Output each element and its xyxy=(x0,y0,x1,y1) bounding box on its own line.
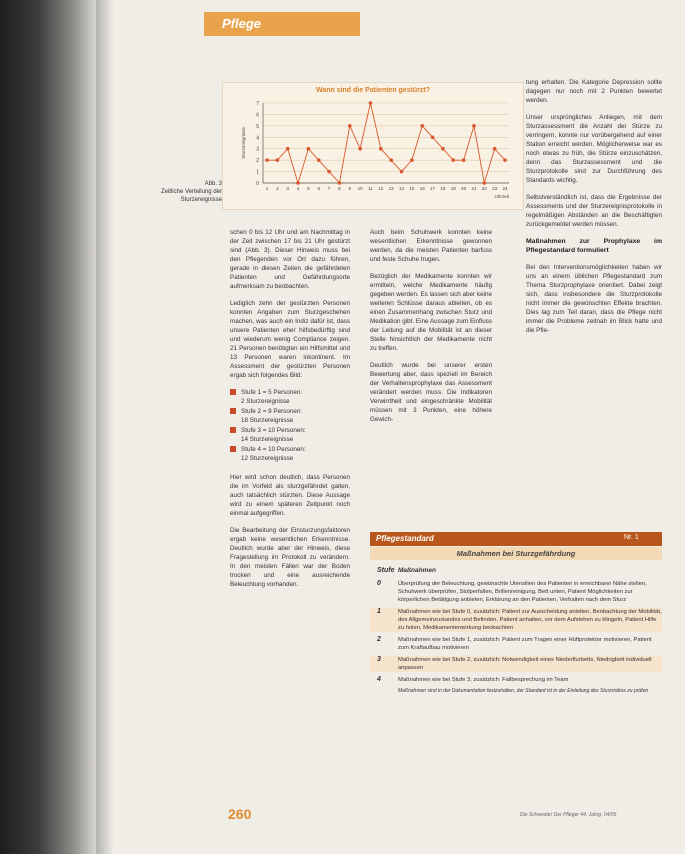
x-tick-label: 8 xyxy=(338,186,341,191)
column-header-massnahmen: Maßnahmen xyxy=(398,567,436,574)
paragraph: Hier wird schon deutlich, dass Personen die im Vorfeld als sturzgefährdet galten, auch tatsächlich stürzten. Diese Aussage wird zu einem späteren Zeitpunkt noch einmal aufgegriffen. xyxy=(230,474,350,517)
x-tick-label: 18 xyxy=(440,186,446,191)
y-tick-label: 7 xyxy=(256,101,259,107)
x-tick-label: 4 xyxy=(296,186,300,191)
paragraph: schen 0 bis 12 Uhr und am Nachmittag in der Zeit zwischen 17 bis 21 Uhr gestürzt sind (Abb. 3). Dieser Hinweis muss bei den Pflegenden vor Ort dazu führen, gerade in diesen Zeiten die gefährdeten Patienten und Gefährdungsorte aufmerksam zu beobachten. xyxy=(230,229,350,290)
list-item xyxy=(230,445,350,463)
x-tick-label: 13 xyxy=(388,186,394,191)
x-tick-label: 3 xyxy=(286,186,289,191)
x-tick-label: 12 xyxy=(378,186,384,191)
row-text: Maßnahmen wie bei Stufe 1, zusätzlich: Patient zum Tragen einer Hüftprotektor motivieren, Patient zum Kraftaufbau motivieren xyxy=(398,637,652,651)
paragraph: Auch beim Schuhwerk konnten keine wesentlichen Erkenntnisse gewonnen werden, da die meisten Patienten barfuss und feste Schuhe trugen. xyxy=(370,229,492,263)
data-point xyxy=(483,181,487,185)
standard-subtitle: Maßnahmen bei Sturzgefährdung xyxy=(456,549,576,558)
data-point xyxy=(493,147,497,151)
page-number: 260 xyxy=(228,806,252,822)
data-point xyxy=(431,135,435,139)
x-tick-label: 24 xyxy=(502,186,508,191)
paragraph: Selbstverständlich ist, dass die Ergebnisse der Assessments und der Sturzereignisprotokolle in regelmäßigen Abständen an die Beschäftigten zurückgemeldet werden müssen. xyxy=(526,194,662,228)
table-row xyxy=(370,636,662,652)
chart-title: Wann sind die Patienten gestürzt? xyxy=(315,87,431,94)
chart-plot xyxy=(223,83,523,209)
row-text: Maßnahmen wie bei Stufe 2, zusätzlich: Notwendigkeit eines Niederflurbetts, Niedrigbett individuell anpassen xyxy=(398,657,652,671)
row-text: Maßnahmen wie bei Stufe 3, zusätzlich: Fallbesprechung im Team xyxy=(398,677,569,683)
row-stufe: 0 xyxy=(377,580,381,587)
y-tick-label: 6 xyxy=(256,112,259,119)
paragraph: Bei den Interventionsmöglichkeiten haben wir uns an einem üblichen Pflegestandard zum Thema Sturzprophylaxe orientiert. Dabei zeigt sich, dass insbesondere die Sturzprotokolle nicht immer die gewünschten Effekte brachten. Dies lag zum Teil daran, dass die Pflege nicht immer die Probleme zeitnah im Blick hatte und die Pfle- xyxy=(526,264,662,334)
x-tick-label: 11 xyxy=(368,186,373,191)
paragraph: Bezüglich der Medikamente konnten wir ermitteln, welche Medikamente häufig gegeben werden. Es lassen sich aber keine weiteren Schlüsse daraus ableiten, ob es einen Zusammenhang zwischen Sturz und Medikation gibt. Eine Aussage zum Einfluss der Leitung auf die Mobilität ist an dieser Stelle hinsichtlich der Medikamente nicht zu treffen. xyxy=(370,273,492,352)
caption-label: Abb. 3 xyxy=(204,181,222,187)
list-item-sub: 18 Sturzereignisse xyxy=(241,417,294,424)
data-point xyxy=(348,124,352,128)
row-text: Maßnahmen wie bei Stufe 0, zusätzlich: Patient zur Ausscheidung anleiten, Beobachtung der Mobilität, des Allgemeinzustandes und Befinden, Patient anhalten, vor dem Aufstehen zu klingeln, Patient Hilfe zu holen, Medikamentenwirkung beobachten xyxy=(398,609,662,631)
standard-footnote: Maßnahmen sind in der Dokumentation festzuhalten, der Standard ist in der Einleitung des Sturzrisikos zu prüfen xyxy=(398,688,649,694)
row-stufe: 4 xyxy=(377,676,381,683)
table-row xyxy=(370,608,662,632)
data-point xyxy=(400,170,404,174)
list-item-label: Stufe 3 = 10 Personen: xyxy=(241,427,306,434)
x-tick-label: 20 xyxy=(461,186,467,191)
paragraph: Die Bearbeitung der Einsturzungsfaktoren ergab keine wesentlichen Erkenntnisse. Deutlich wurde aber der Hinweis, diese Fragestellung im Protokoll zu verändern. In den meisten Fällen war der Boden trocken und eine ausreichende Beleuchtung vorhanden. xyxy=(230,527,350,588)
data-point xyxy=(307,147,311,151)
data-point xyxy=(451,158,455,162)
data-point xyxy=(317,158,321,162)
paragraph: tung erhalten. Die Kategorie Depression sollte dagegen nur noch mit 2 Punkten bewertet werden. xyxy=(526,79,662,104)
x-tick-label: 2 xyxy=(276,186,279,191)
data-point xyxy=(338,181,342,185)
text-column-2 xyxy=(370,228,492,432)
y-tick-label: 1 xyxy=(256,169,259,176)
data-point xyxy=(503,158,507,162)
row-text: Überprüfung der Beleuchtung, gewünschte Utensilien des Patienten in erreichbarer Nähe stellen, Schuhwerk überprüfen, Stolperfallen, Brillenreinigung, Bett unten, Patient Möglichkeiten zur körperlichen Betätigung anbieten, Erklärung an den Patienten, Verhalten nach dem Sturz xyxy=(398,581,647,603)
data-point xyxy=(472,124,476,128)
data-point xyxy=(358,147,362,151)
data-point xyxy=(265,158,269,162)
y-tick-label: 2 xyxy=(256,158,259,165)
y-tick-label: 3 xyxy=(256,146,259,153)
text-column-3 xyxy=(526,78,662,343)
x-tick-label: 17 xyxy=(430,186,436,191)
gutter-shadow xyxy=(96,0,114,854)
x-tick-label: 16 xyxy=(419,186,425,191)
footer-source: Die Schwester Der Pfleger 44. Jahrg. 04/05 xyxy=(520,812,617,818)
x-axis-label: Uhrzeit xyxy=(494,194,509,199)
x-tick-label: 1 xyxy=(265,186,269,191)
x-tick-label: 19 xyxy=(450,186,456,191)
data-point xyxy=(379,147,383,151)
row-stufe: 3 xyxy=(377,656,381,663)
data-point xyxy=(420,124,424,128)
section-title: Pflege xyxy=(222,16,262,31)
list-item xyxy=(230,407,350,425)
y-axis-label: Sturzereignisse xyxy=(241,127,246,159)
data-point xyxy=(441,147,445,151)
x-tick-label: 7 xyxy=(327,186,331,191)
book-spine-shadow xyxy=(0,0,96,854)
caption-text: Zeitliche Verteilung der Sturzereignisse xyxy=(160,189,222,203)
list-item-sub: 12 Sturzereignisse xyxy=(241,455,294,462)
assessment-list xyxy=(230,388,350,463)
data-point xyxy=(327,170,331,174)
standard-table xyxy=(370,567,662,695)
text-column-1 xyxy=(230,228,350,597)
paragraph: Deutlich wurde bei unserer ersten Bewertung aber, dass speziell im Bereich der Verhaltensprophylaxe das Assessment verändert werden muss. Die Indikatoren Verwirrtheit und eingeschränkte Mobilität müssen mit 3 Punkten, eine höhere Gewich- xyxy=(370,362,492,423)
y-tick-label: 4 xyxy=(256,135,259,142)
x-tick-label: 14 xyxy=(398,186,405,191)
list-item-label: Stufe 1 = 5 Personen: xyxy=(241,389,303,396)
paragraph: Unser ursprüngliches Anliegen, mit dem Sturzassessment die Anzahl der Stürze zu verringern, konnte nur vorübergehend auf einer Station erreicht werden. Möglicherweise war es noch etwas zu früh, die Stürze einzuschätzen, denn das Sturzassessment und die Sturzprotokolle sind zur Durchführung des Standards wichtig. xyxy=(526,114,662,184)
figure-caption xyxy=(150,180,222,204)
data-point xyxy=(276,158,280,162)
y-tick-label: 5 xyxy=(256,123,259,130)
x-tick-label: 15 xyxy=(409,186,415,191)
x-tick-label: 5 xyxy=(307,186,310,191)
row-stufe: 2 xyxy=(377,636,381,643)
x-tick-label: 22 xyxy=(481,186,487,191)
data-point xyxy=(462,158,466,162)
x-tick-label: 10 xyxy=(357,186,363,191)
list-item-sub: 14 Sturzereignisse xyxy=(241,436,294,443)
table-row xyxy=(370,676,662,684)
x-tick-label: 6 xyxy=(317,186,321,191)
y-tick-label: 0 xyxy=(256,181,259,187)
data-point xyxy=(389,158,393,162)
list-item-label: Stufe 4 = 10 Personen: xyxy=(241,446,306,453)
line-chart xyxy=(222,82,524,210)
table-row xyxy=(370,656,662,672)
data-point xyxy=(286,147,290,151)
x-tick-label: 9 xyxy=(348,186,352,191)
table-header-row xyxy=(370,567,662,575)
table-row xyxy=(370,580,662,604)
data-point xyxy=(296,181,300,185)
row-stufe: 1 xyxy=(377,608,381,615)
column-header-stufe: Stufe xyxy=(377,567,395,574)
section-heading: Maßnahmen zur Prophylaxe im Pflegestandard formuliert xyxy=(526,238,662,254)
standard-number: Nr. 1 xyxy=(624,534,639,541)
data-point xyxy=(369,101,373,105)
list-item xyxy=(230,388,350,406)
standard-label: Pflegestandard xyxy=(376,534,434,543)
list-item-sub: 2 Sturzereignisse xyxy=(241,398,290,405)
series-line xyxy=(267,103,505,183)
data-point xyxy=(410,158,414,162)
x-tick-label: 21 xyxy=(471,186,477,191)
paragraph: Lediglich zehn der gestürzten Personen konnten Angaben zum Sturzgeschehen machen, was auch ein Indiz dafür ist, dass unsere Patienten eher hilfsbedürftig sind und wiederum wenig Compliance zeigen. 21 Personen benötigten ein Hilfsmittel und 13 Personen waren inkontinent. Im Assessment der gestürzten Personen ergab sich folgendes Bild: xyxy=(230,300,350,379)
x-tick-label: 23 xyxy=(492,186,498,191)
list-item xyxy=(230,426,350,444)
list-item-label: Stufe 2 = 9 Personen: xyxy=(241,408,303,415)
